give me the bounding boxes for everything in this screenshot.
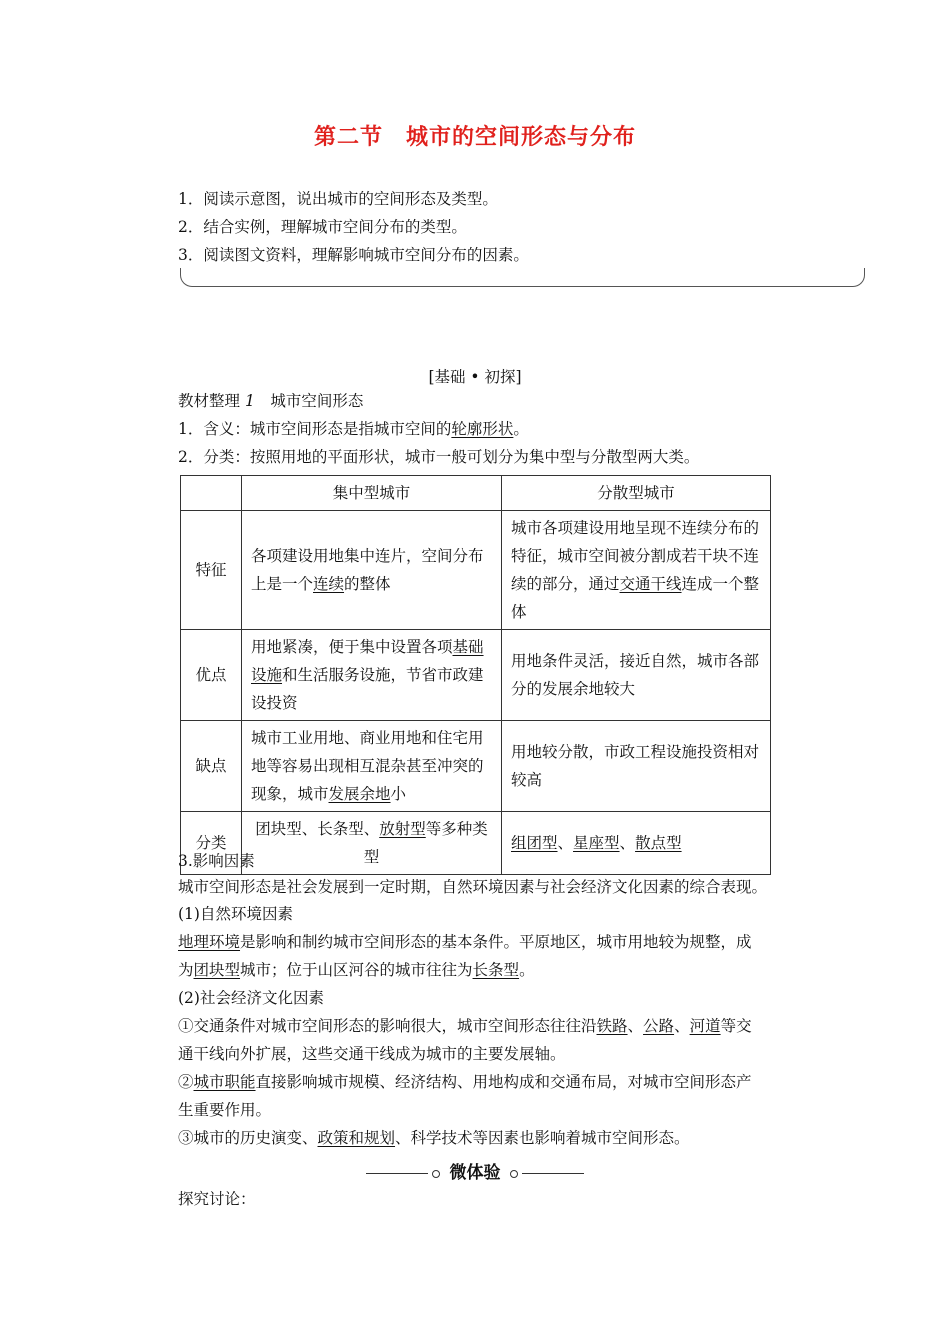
row-label-advantages: 优点: [181, 630, 242, 721]
table-header-row: [181, 476, 771, 511]
cell-features-concentrated: [242, 511, 502, 630]
cell-text: 、: [619, 834, 636, 852]
cell-text: 连成一个整体: [511, 575, 760, 621]
function-line1: [178, 1071, 752, 1093]
micro-experience-divider: [0, 1158, 950, 1183]
body-text: 等交: [720, 1017, 752, 1035]
natural-factors-line2: [178, 959, 535, 981]
material-prefix: 教材整理: [178, 392, 245, 410]
row-label-disadvantages: 缺点: [181, 721, 242, 812]
cell-text: 小: [390, 785, 407, 803]
cell-underline: 基础设施: [251, 638, 484, 684]
definition-text: 1．含义：城市空间形态是指城市空间的: [178, 420, 452, 438]
body-text: 为: [178, 961, 194, 979]
material-title: 城市空间形态: [254, 392, 364, 410]
cell-underline: 星座型: [573, 834, 620, 852]
underline-text: 城市职能: [193, 1073, 256, 1091]
body-text: 、科学技术等因素也影响着城市空间形态。: [395, 1129, 690, 1147]
underline-text: 河道: [689, 1017, 721, 1035]
cell-disadvantages-concentrated: [242, 721, 502, 812]
cell-text: 城市工业用地、商业用地和住宅用地等容易出现相互混杂甚至冲突的现象，城市: [251, 729, 484, 803]
underline-text: 公路: [643, 1017, 675, 1035]
cell-text: 各项建设用地集中连片，空间分布上是一个: [251, 547, 484, 593]
material-heading: [178, 390, 363, 412]
explore-discussion: 探究讨论：: [178, 1190, 256, 1208]
table-row: [181, 812, 771, 875]
objective-3: 3．阅读图文资料，理解影响城市空间分布的因素。: [178, 246, 529, 264]
header-concentrated: 集中型城市: [242, 476, 502, 511]
cell-advantages-concentrated: [242, 630, 502, 721]
divider-dot: [510, 1170, 518, 1178]
cell-underline: 放射型: [379, 820, 426, 838]
table-corner: [181, 476, 242, 511]
cell-text: 城市各项建设用地呈现不连续分布的特征，城市空间被分割成若干块不连续的部分，通过: [511, 519, 760, 593]
underline-text: 地理环境: [178, 933, 241, 951]
cell-text: 团块型、长条型、: [255, 820, 380, 838]
factors-heading: 3.影响因素: [178, 852, 255, 870]
body-text: 直接影响城市规模、经济结构、用地构成和交通布局，对城市空间形态产: [255, 1073, 752, 1091]
header-dispersed: 分散型城市: [502, 476, 771, 511]
transport-line1: [178, 1015, 752, 1037]
underline-text: 政策和规划: [317, 1129, 396, 1147]
cell-underline: 连续: [313, 575, 345, 593]
cell-underline: 组团型: [511, 834, 558, 852]
body-text: 是影响和制约城市空间形态的基本条件。平原地区，城市用地较为规整，成: [240, 933, 752, 951]
natural-factors-line1: [178, 931, 752, 953]
section-tag: [基础 • 初探]: [428, 368, 522, 386]
classification-line: 2．分类：按照用地的平面形状，城市一般可划分为集中型与分散型两大类。: [178, 448, 700, 466]
cell-text: 用地紧凑，便于集中设置各项: [251, 638, 453, 656]
cell-types-concentrated: [242, 812, 502, 875]
row-label-types: 分类: [181, 812, 242, 875]
cell-advantages-dispersed: 用地条件灵活，接近自然，城市各部分的发展余地较大: [502, 630, 771, 721]
cell-underline: 发展余地: [328, 785, 391, 803]
underline-text: 长条型: [472, 961, 520, 979]
definition-line: [178, 418, 529, 440]
body-text: ③城市的历史演变、: [178, 1129, 318, 1147]
divider-line: [522, 1173, 584, 1174]
cell-text: 、: [557, 834, 574, 852]
cell-underline: 散点型: [635, 834, 682, 852]
micro-experience-label: 微体验: [449, 1163, 501, 1183]
objective-1: 1．阅读示意图，说出城市的空间形态及类型。: [178, 190, 498, 208]
body-text: 、: [627, 1017, 644, 1035]
divider-line: [366, 1173, 428, 1174]
material-number: 1: [244, 392, 255, 410]
natural-factors-heading: (1)自然环境因素: [178, 905, 293, 923]
body-text: ①交通条件对城市空间形态的影响很大，城市空间形态往往沿: [178, 1017, 597, 1035]
cell-text: 的整体: [344, 575, 391, 593]
objective-2: 2．结合实例，理解城市空间分布的类型。: [178, 218, 467, 236]
definition-end: 。: [513, 420, 529, 438]
body-text: ②: [178, 1073, 194, 1091]
definition-underline: 轮廓形状: [451, 420, 514, 438]
cell-text: 等多种类型: [363, 820, 488, 866]
table-row: [181, 721, 771, 812]
table-row: [181, 511, 771, 630]
cell-underline: 交通干线: [619, 575, 682, 593]
body-text: 、: [674, 1017, 690, 1035]
cell-text: 和生活服务设施，节省市政建设投资: [251, 666, 484, 712]
objectives-bracket: [180, 268, 865, 287]
body-text: 。: [519, 961, 535, 979]
social-factors-heading: (2)社会经济文化因素: [178, 989, 324, 1007]
underline-text: 铁路: [596, 1017, 628, 1035]
body-text: 城市；位于山区河谷的城市往往为: [240, 961, 473, 979]
factors-intro: 城市空间形态是社会发展到一定时期，自然环境因素与社会经济文化因素的综合表现。: [178, 878, 768, 896]
page-title: 第二节 城市的空间形态与分布: [313, 125, 636, 150]
city-form-table: [180, 475, 771, 875]
history-line: [178, 1127, 690, 1149]
cell-disadvantages-dispersed: 用地较分散，市政工程设施投资相对较高: [502, 721, 771, 812]
divider-dot: [432, 1170, 440, 1178]
function-line2: 生重要作用。: [178, 1101, 272, 1119]
table-row: [181, 630, 771, 721]
row-label-features: 特征: [181, 511, 242, 630]
underline-text: 团块型: [193, 961, 241, 979]
cell-features-dispersed: [502, 511, 771, 630]
cell-types-dispersed: [502, 812, 771, 875]
transport-line2: 通干线向外扩展，这些交通干线成为城市的主要发展轴。: [178, 1045, 566, 1063]
